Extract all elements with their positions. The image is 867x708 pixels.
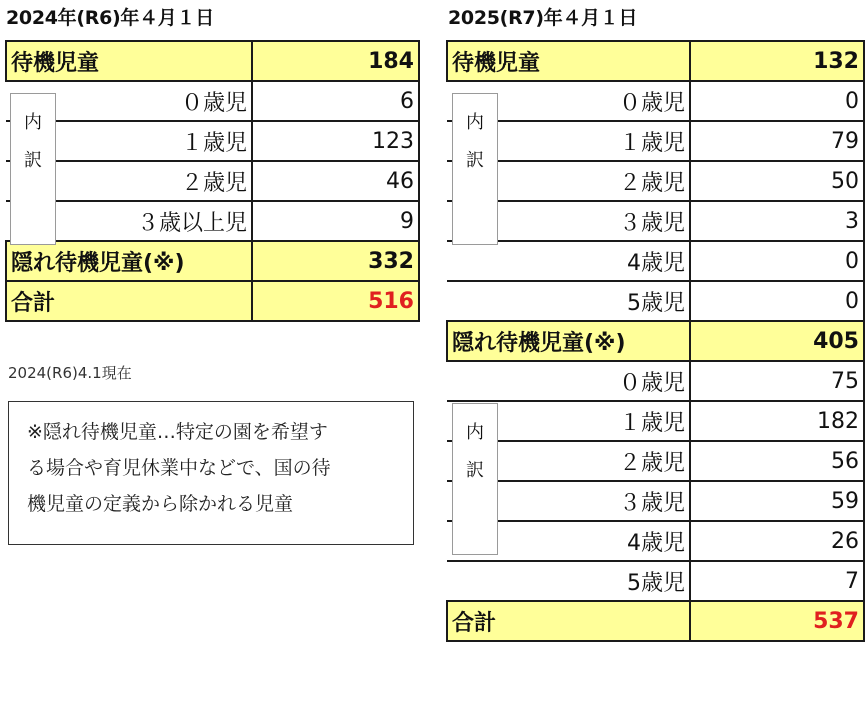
right-hidden-breakdown-box (452, 403, 498, 555)
right-hidden-breakdown-value-2: 56 (690, 441, 864, 481)
right-breakdown-label-2: ２歳児 (447, 161, 690, 201)
right-breakdown-label-0: ０歳児 (447, 81, 690, 121)
right-breakdown-label-1: １歳児 (447, 121, 690, 161)
right-hidden-label: 隠れ待機児童(※) (447, 321, 690, 361)
left-waiting-value: 184 (252, 41, 419, 81)
table-row (447, 201, 864, 241)
table-row (6, 81, 419, 121)
left-breakdown-value-0: 6 (252, 81, 419, 121)
right-breakdown-label-4: 4歳児 (447, 241, 690, 281)
left-breakdown-label-1: １歳児 (6, 121, 252, 161)
definition-line-1: ※隠れ待機児童…特定の園を希望す (27, 421, 328, 443)
table-row (6, 201, 419, 241)
right-hidden-breakdown-label-5: 5歳児 (447, 561, 690, 601)
table-row (447, 161, 864, 201)
right-breakdown-char-1: 内 (466, 112, 484, 133)
definition-line-2: る場合や育児休業中などで、国の待 (27, 457, 331, 479)
right-breakdown-value-0: 0 (690, 81, 864, 121)
left-table (5, 40, 420, 322)
table-row (447, 401, 864, 441)
right-breakdown-value-1: 79 (690, 121, 864, 161)
left-hidden-label: 隠れ待機児童(※) (6, 241, 252, 281)
table-row (447, 561, 864, 601)
right-total-value: 537 (690, 601, 864, 641)
table-row (447, 441, 864, 481)
left-total-label: 合計 (6, 281, 252, 321)
right-hidden-breakdown-char-1: 内 (466, 422, 484, 443)
table-row (6, 161, 419, 201)
right-hidden-breakdown-value-4: 26 (690, 521, 864, 561)
right-breakdown-value-5: 0 (690, 281, 864, 321)
table-row (6, 121, 419, 161)
right-breakdown-label-5: 5歳児 (447, 281, 690, 321)
right-heading: 2025(R7)年４月１日 (448, 7, 638, 29)
table-row (447, 361, 864, 401)
left-breakdown-value-2: 46 (252, 161, 419, 201)
left-date-note: 2024(R6)4.1現在 (8, 364, 132, 382)
right-hidden-breakdown-label-1: １歳児 (447, 401, 690, 441)
table-row (447, 121, 864, 161)
table-row (447, 521, 864, 561)
definition-box (8, 401, 414, 545)
left-breakdown-value-1: 123 (252, 121, 419, 161)
right-hidden-breakdown-value-0: 75 (690, 361, 864, 401)
left-heading: 2024年(R6)年４月１日 (6, 7, 214, 29)
right-breakdown-label-3: ３歳児 (447, 201, 690, 241)
table-row (447, 81, 864, 121)
right-waiting-row (447, 41, 864, 81)
table-row (447, 281, 864, 321)
left-hidden-value: 332 (252, 241, 419, 281)
right-hidden-breakdown-label-2: ２歳児 (447, 441, 690, 481)
left-breakdown-box (10, 93, 56, 245)
right-hidden-breakdown-label-0: ０歳児 (447, 361, 690, 401)
left-waiting-row (6, 41, 419, 81)
right-breakdown-value-3: 3 (690, 201, 864, 241)
right-breakdown-char-2: 訳 (466, 150, 484, 171)
right-waiting-value: 132 (690, 41, 864, 81)
left-total-row (6, 281, 419, 321)
right-hidden-breakdown-value-1: 182 (690, 401, 864, 441)
definition-line-3: 機児童の定義から除かれる児童 (27, 493, 294, 515)
table-row (447, 481, 864, 521)
left-breakdown-label-3: ３歳以上児 (6, 201, 252, 241)
right-table (446, 40, 865, 642)
right-hidden-breakdown-value-5: 7 (690, 561, 864, 601)
right-hidden-breakdown-label-3: ３歳児 (447, 481, 690, 521)
right-hidden-value: 405 (690, 321, 864, 361)
left-breakdown-char-1: 内 (24, 112, 42, 133)
right-waiting-label: 待機児童 (447, 41, 690, 81)
left-breakdown-label-0: ０歳児 (6, 81, 252, 121)
right-breakdown-value-4: 0 (690, 241, 864, 281)
left-waiting-label: 待機児童 (6, 41, 252, 81)
right-breakdown-box (452, 93, 498, 245)
left-hidden-row (6, 241, 419, 281)
right-breakdown-value-2: 50 (690, 161, 864, 201)
right-total-label: 合計 (447, 601, 690, 641)
left-breakdown-char-2: 訳 (24, 150, 42, 171)
table-row (447, 241, 864, 281)
right-total-row (447, 601, 864, 641)
right-hidden-breakdown-label-4: 4歳児 (447, 521, 690, 561)
left-total-value: 516 (252, 281, 419, 321)
left-breakdown-label-2: ２歳児 (6, 161, 252, 201)
right-hidden-breakdown-char-2: 訳 (466, 460, 484, 481)
left-breakdown-value-3: 9 (252, 201, 419, 241)
right-hidden-row (447, 321, 864, 361)
right-hidden-breakdown-value-3: 59 (690, 481, 864, 521)
